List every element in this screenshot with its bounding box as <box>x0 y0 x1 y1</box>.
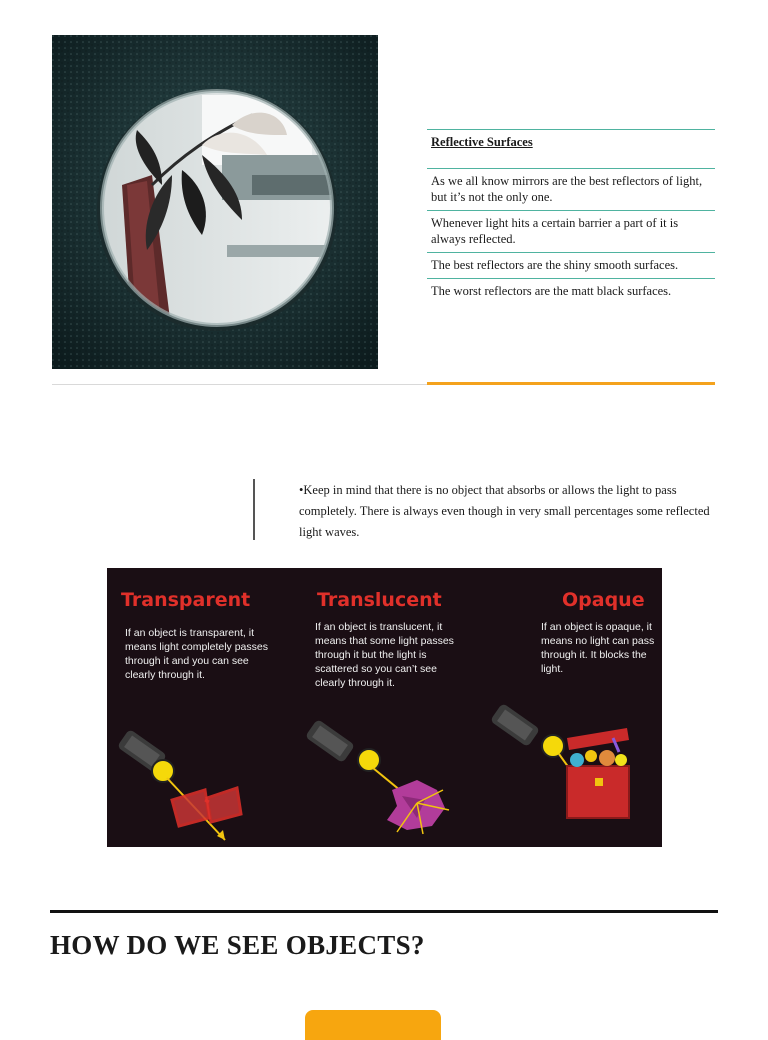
table-header <box>427 129 715 168</box>
transparent-text: If an object is transparent, it means light completely passes through it and you can see clearly through it. <box>125 627 268 681</box>
table-row: Whenever light hits a certain barrier a part of it is always reflected. <box>427 210 715 252</box>
section-divider <box>50 910 718 913</box>
reflective-surfaces-table <box>427 129 715 304</box>
note-paragraph: •Keep in mind that there is no object that absorbs or allows the light to pass completely. There is always even though in very small percentages some reflected light waves. <box>299 483 710 539</box>
translucent-text: If an object is translucent, it means that some light passes through it but the light is scattered so you can’t see clearly through it. <box>315 621 454 689</box>
translucent-title: Translucent <box>317 589 442 611</box>
table-row: The best reflectors are the shiny smooth surfaces. <box>427 252 715 278</box>
mirror-illustration <box>52 35 378 369</box>
quote-bar <box>253 479 255 540</box>
flashlight-icon <box>490 703 564 757</box>
diagram-illustrations <box>107 568 662 847</box>
flashlight-icon <box>117 729 174 782</box>
opaque-title: Opaque <box>562 589 645 611</box>
partial-button[interactable] <box>305 1010 441 1040</box>
accent-divider <box>427 382 715 385</box>
table-row: The worst reflectors are the matt black surfaces. <box>427 278 715 304</box>
mirror-photo <box>52 35 378 369</box>
light-transmission-diagram <box>107 568 662 847</box>
toy-box-icon <box>567 728 629 818</box>
opaque-text: If an object is opaque, it means no light can pass through it. It blocks the light. <box>541 621 655 675</box>
flashlight-icon <box>305 719 380 771</box>
transparent-title: Transparent <box>121 589 251 611</box>
table-row: As we all know mirrors are the best reflectors of light, but it’s not the only one. <box>427 168 715 210</box>
divider <box>52 384 428 385</box>
table-title: Reflective Surfaces <box>431 135 533 149</box>
section-heading: HOW DO WE SEE OBJECTS? <box>50 930 425 960</box>
